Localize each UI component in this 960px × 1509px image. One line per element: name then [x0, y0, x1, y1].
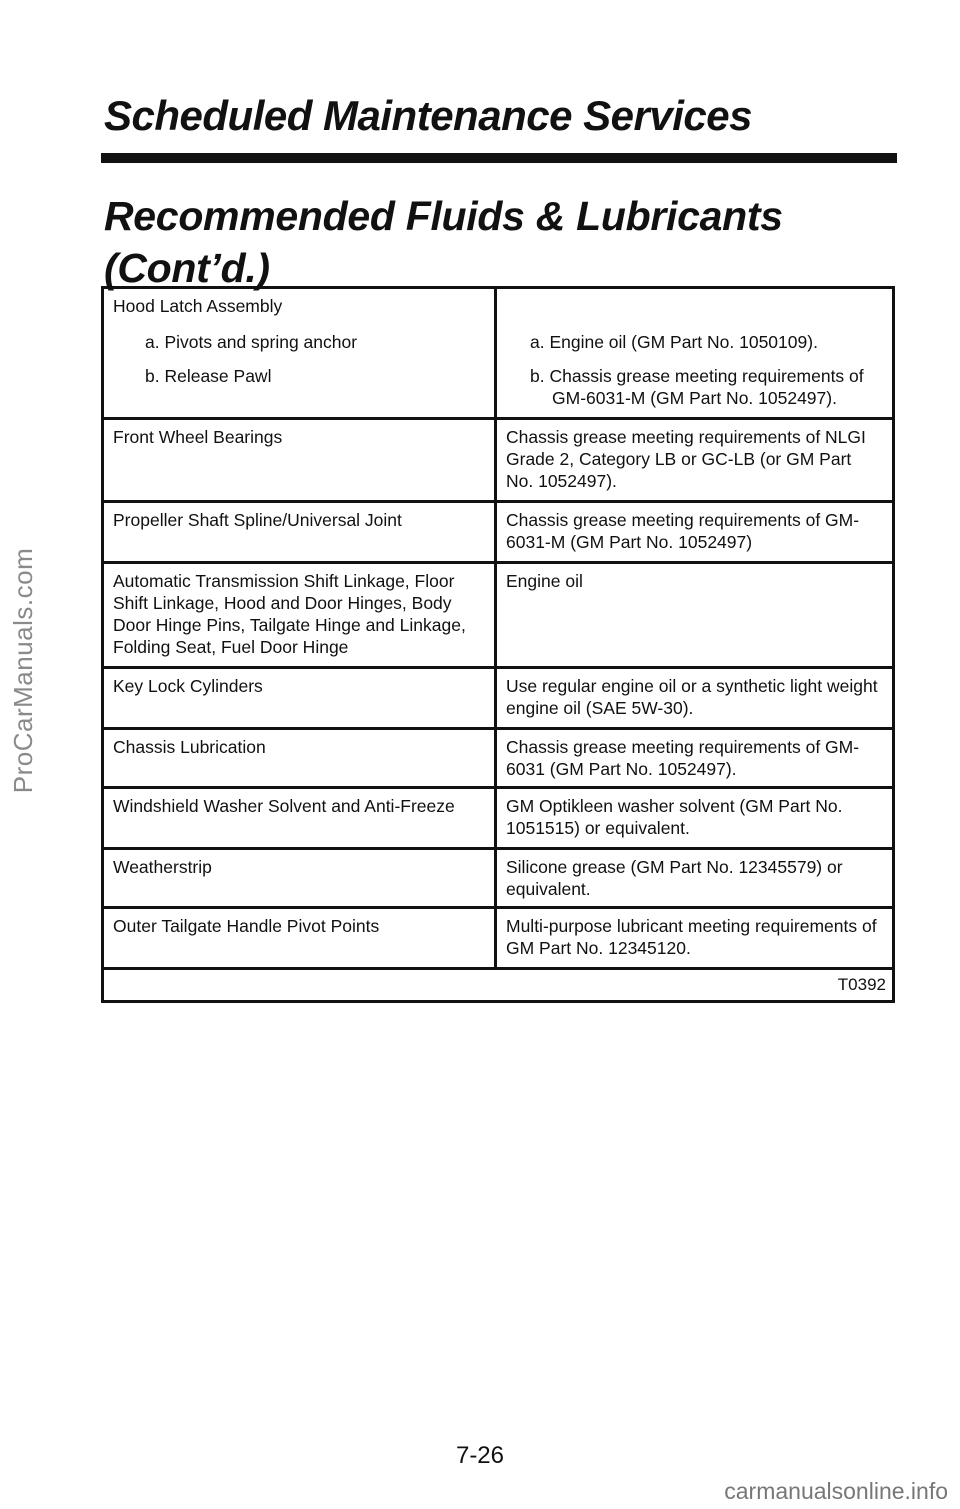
lubricant-cell: Engine oil — [506, 571, 583, 591]
usage-cell: Key Lock Cylinders — [104, 669, 497, 727]
usage-cell: Front Wheel Bearings — [104, 420, 497, 500]
section-title-line-2: (Cont’d.) — [104, 245, 270, 291]
usage-sub-item: a. Pivots and spring anchor — [145, 332, 358, 352]
table-row — [104, 503, 892, 564]
table-row — [104, 669, 892, 730]
page-header: Scheduled Maintenance Services — [104, 92, 752, 139]
table-row — [104, 850, 892, 909]
table-row — [104, 420, 892, 503]
lubricant-sub-item: a. Engine oil (GM Part No. 1050109). — [530, 332, 818, 352]
usage-cell: Windshield Washer Solvent and Anti-Freeze — [104, 789, 497, 847]
lubricant-cell: Chassis grease meeting requirements of GM-6031 (GM Part No. 1052497). — [506, 737, 860, 779]
lubricant-cell: Chassis grease meeting requirements of GM-6031-M (GM Part No. 1052497) — [506, 510, 860, 552]
bottom-watermark: carmanualsonline.info — [724, 1478, 948, 1504]
lubricant-cell: GM Optikleen washer solvent (GM Part No. 1051515) or equivalent. — [506, 796, 843, 838]
side-watermark-text: ProCarManuals.com — [8, 547, 39, 793]
usage-cell — [104, 289, 497, 417]
lubricant-cell — [497, 289, 892, 417]
usage-cell: Weatherstrip — [104, 850, 497, 906]
table-row — [104, 564, 892, 669]
usage-cell: Outer Tailgate Handle Pivot Points — [104, 909, 497, 967]
lubricant-cell: Use regular engine oil or a synthetic light weight engine oil (SAE 5W-30). — [506, 676, 878, 718]
table-row — [104, 730, 892, 789]
table-row — [104, 289, 892, 420]
table-row — [104, 789, 892, 850]
section-title — [104, 190, 864, 294]
lubricant-cell: Multi-purpose lubricant meeting requirements of GM Part No. 12345120. — [506, 916, 877, 958]
usage-sub-item: b. Release Pawl — [145, 366, 272, 386]
page-number: 7-26 — [455, 1442, 505, 1469]
lubricant-sub-item: b. Chassis grease meeting requirements of — [530, 366, 864, 386]
usage-cell: Automatic Transmission Shift Linkage, Floor Shift Linkage, Hood and Door Hinges, Body Door Hinge Pins, Tailgate Hinge and Linkage, Folding Seat, Fuel Door Hinge — [104, 564, 497, 666]
side-watermark — [4, 390, 44, 950]
usage-cell: Propeller Shaft Spline/Universal Joint — [104, 503, 497, 561]
lubricant-cell: Chassis grease meeting requirements of NLGI Grade 2, Category LB or GC-LB (or GM Part No. 1052497). — [506, 427, 866, 491]
usage-text: Hood Latch Assembly — [113, 296, 283, 316]
table-code: T0392 — [837, 975, 886, 994]
header-rule — [101, 153, 897, 163]
table-row — [104, 909, 892, 970]
lubricant-sub-item: GM-6031-M (GM Part No. 1052497). — [552, 388, 837, 408]
section-title-line-1: Recommended Fluids & Lubricants — [104, 193, 783, 239]
fluids-table — [101, 286, 895, 1003]
lubricant-cell: Silicone grease (GM Part No. 12345579) or equivalent. — [506, 857, 843, 899]
usage-cell: Chassis Lubrication — [104, 730, 497, 786]
table-footer — [104, 970, 892, 1000]
